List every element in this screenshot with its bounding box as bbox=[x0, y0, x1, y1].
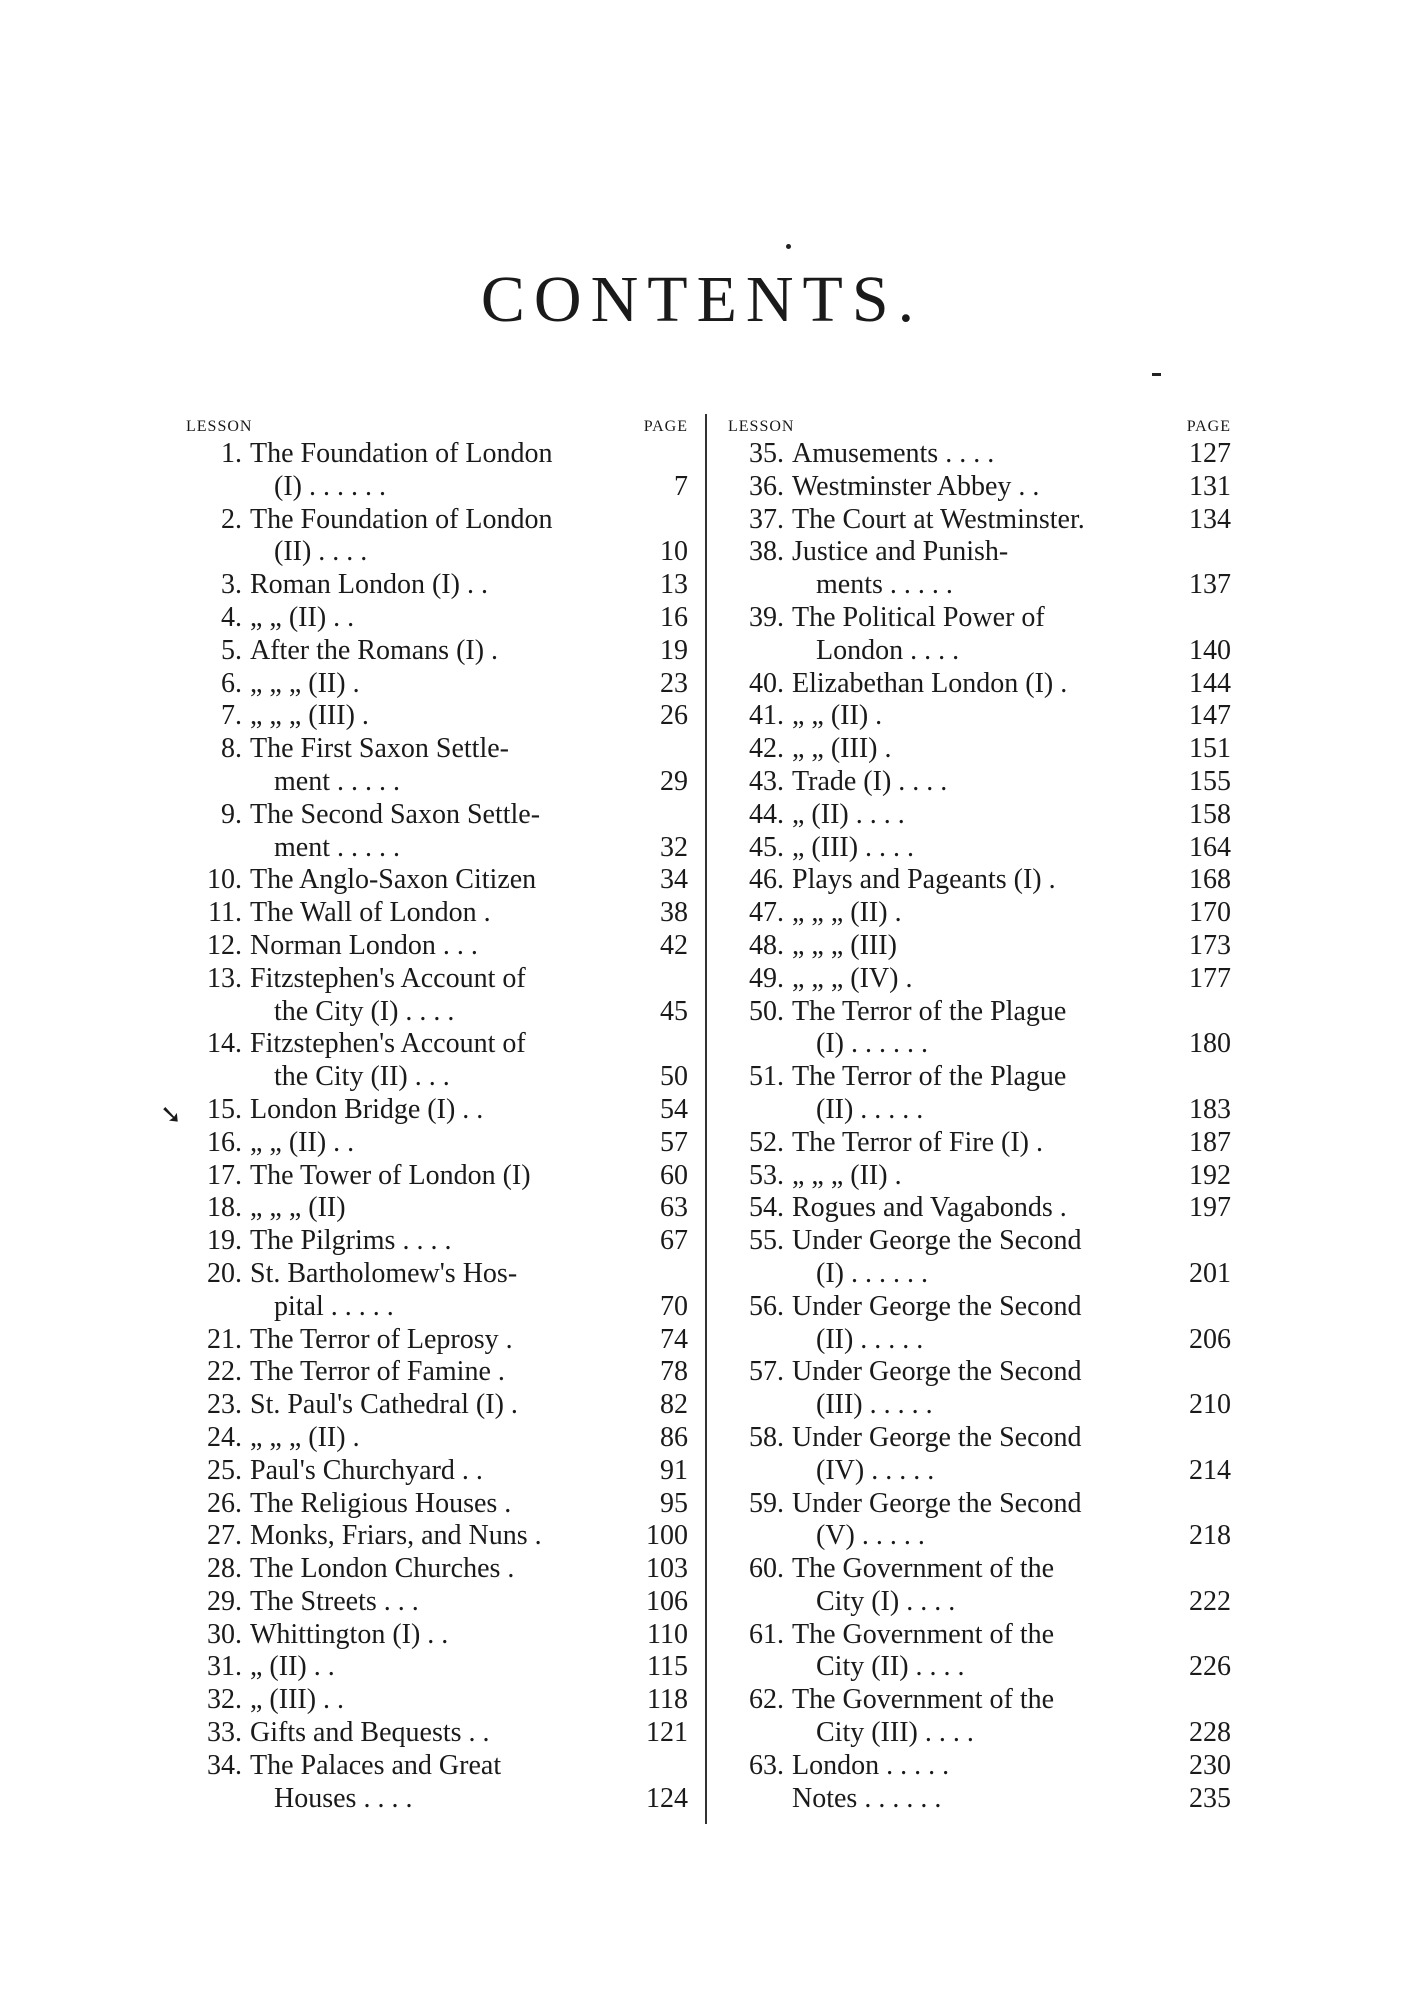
lesson-title: „ „ „ (II) . bbox=[250, 1421, 360, 1453]
lesson-title: The Foundation of London bbox=[250, 438, 553, 469]
lesson-number: 63. bbox=[749, 1749, 784, 1781]
lesson-title: Under George the Second bbox=[792, 1356, 1082, 1388]
lesson-number: 13. bbox=[207, 962, 242, 994]
lesson-title: Under George the Second bbox=[792, 1487, 1082, 1519]
lesson-number: 22. bbox=[207, 1356, 242, 1388]
page-number: 121 bbox=[646, 1717, 688, 1749]
lesson-number: 37. bbox=[749, 503, 784, 535]
page-number: 151 bbox=[1189, 733, 1231, 765]
lesson-title: „ „ „ (II) . bbox=[250, 667, 360, 699]
lesson-title: The Palaces and Great bbox=[250, 1749, 502, 1781]
page-number: 42 bbox=[660, 929, 688, 961]
page-number: 158 bbox=[1189, 798, 1231, 830]
lesson-number: 26. bbox=[207, 1487, 242, 1519]
page-number: 10 bbox=[660, 536, 688, 568]
page-number: 16 bbox=[660, 601, 688, 633]
page-number: 210 bbox=[1189, 1389, 1231, 1421]
page-number: 127 bbox=[1189, 438, 1231, 469]
lesson-number: 46. bbox=[749, 864, 784, 896]
toc-entry bbox=[728, 1619, 1231, 1685]
contents-column-left bbox=[186, 414, 688, 1815]
lesson-number: 49. bbox=[749, 962, 784, 994]
page-number: 155 bbox=[1189, 765, 1231, 797]
lesson-number: 44. bbox=[749, 798, 784, 830]
toc-entry bbox=[728, 930, 1231, 963]
toc-entry bbox=[186, 1651, 688, 1684]
lesson-number: 33. bbox=[207, 1717, 242, 1749]
page-number: 230 bbox=[1189, 1749, 1231, 1781]
toc-entry bbox=[186, 1127, 688, 1160]
toc-entry bbox=[186, 733, 688, 799]
lesson-number: 53. bbox=[749, 1159, 784, 1191]
toc-entry bbox=[728, 1488, 1231, 1554]
ink-dot bbox=[786, 244, 791, 249]
lesson-number: 41. bbox=[749, 700, 784, 732]
lesson-title: Fitzstephen's Account of bbox=[250, 1028, 526, 1060]
toc-entry bbox=[186, 1684, 688, 1717]
lesson-number: 54. bbox=[749, 1192, 784, 1224]
toc-entry bbox=[186, 1553, 688, 1586]
lesson-title: The London Churches . bbox=[250, 1553, 515, 1585]
lesson-title: The First Saxon Settle- bbox=[250, 733, 509, 765]
column-header bbox=[728, 414, 1231, 436]
toc-entry bbox=[186, 1422, 688, 1455]
lesson-number: 18. bbox=[207, 1192, 242, 1224]
lesson-title: Monks, Friars, and Nuns . bbox=[250, 1520, 542, 1552]
toc-entry bbox=[186, 1455, 688, 1488]
lesson-number: 32. bbox=[207, 1684, 242, 1716]
lesson-title: „ „ (II) . . bbox=[250, 1126, 355, 1158]
lesson-title: „ (II) . . bbox=[250, 1651, 335, 1683]
toc-entry bbox=[186, 1356, 688, 1389]
lesson-number: 31. bbox=[207, 1651, 242, 1683]
lesson-title: London Bridge (I) . . bbox=[250, 1093, 484, 1125]
lesson-number: 11. bbox=[208, 897, 242, 929]
lesson-title: The Terror of the Plague bbox=[792, 1061, 1067, 1093]
lesson-title: „ „ „ (IV) . bbox=[792, 962, 913, 994]
page-number: 140 bbox=[1189, 634, 1231, 666]
page-number: 197 bbox=[1189, 1192, 1231, 1224]
toc-entry bbox=[728, 471, 1231, 504]
toc-entry bbox=[186, 1717, 688, 1750]
toc-entry bbox=[186, 1520, 688, 1553]
page-number: 183 bbox=[1189, 1093, 1231, 1125]
lesson-title: the City (I) . . . . bbox=[274, 995, 455, 1027]
toc-entry bbox=[728, 832, 1231, 865]
toc-entry bbox=[728, 733, 1231, 766]
lesson-title: the City (II) . . . bbox=[274, 1061, 450, 1093]
lesson-number: 50. bbox=[749, 995, 784, 1027]
toc-entry bbox=[186, 504, 688, 570]
lesson-title: Under George the Second bbox=[792, 1421, 1082, 1453]
toc-entry bbox=[186, 1094, 688, 1127]
page-number: 7 bbox=[674, 470, 688, 502]
toc-entry bbox=[186, 1028, 688, 1094]
lesson-title: Westminster Abbey . . bbox=[792, 470, 1040, 502]
toc-entry bbox=[728, 700, 1231, 733]
lesson-title: ments . . . . . bbox=[816, 569, 953, 601]
lesson-number bbox=[728, 1783, 792, 1816]
toc-entry bbox=[186, 864, 688, 897]
page-number: 63 bbox=[660, 1192, 688, 1224]
pencil-mark: ➘ bbox=[160, 1100, 182, 1129]
contents-column-right bbox=[728, 414, 1231, 1815]
lesson-title: Gifts and Bequests . . bbox=[250, 1717, 490, 1749]
lesson-number: 28. bbox=[207, 1553, 242, 1585]
lesson-number: 7. bbox=[221, 700, 242, 732]
lesson-title: (I) . . . . . . bbox=[816, 1257, 928, 1289]
toc-entry bbox=[728, 864, 1231, 897]
lesson-title: Elizabethan London (I) . bbox=[792, 667, 1068, 699]
lesson-title: City (I) . . . . bbox=[816, 1585, 956, 1617]
toc-entry bbox=[186, 602, 688, 635]
lesson-title: (V) . . . . . bbox=[816, 1520, 925, 1552]
toc-entry bbox=[728, 1422, 1231, 1488]
toc-entry bbox=[186, 668, 688, 701]
lesson-title: Houses . . . . bbox=[274, 1782, 413, 1814]
lesson-number: 21. bbox=[207, 1323, 242, 1355]
lesson-title: ment . . . . . bbox=[274, 831, 400, 863]
lesson-title: The Court at Westminster. bbox=[792, 503, 1085, 535]
lesson-title: „ (III) . . . . bbox=[792, 831, 915, 863]
page-number: 218 bbox=[1189, 1520, 1231, 1552]
lesson-title: Rogues and Vagabonds . bbox=[792, 1192, 1067, 1224]
toc-entry bbox=[186, 1586, 688, 1619]
page-number: 131 bbox=[1189, 470, 1231, 502]
page-header: PAGE bbox=[643, 418, 688, 435]
lesson-number: 24. bbox=[207, 1421, 242, 1453]
lesson-number: 29. bbox=[207, 1585, 242, 1617]
toc-entry bbox=[728, 799, 1231, 832]
lesson-title: City (III) . . . . bbox=[816, 1717, 974, 1749]
toc-entry bbox=[186, 569, 688, 602]
lesson-number: 59. bbox=[749, 1487, 784, 1519]
toc-entry bbox=[186, 930, 688, 963]
toc-entry bbox=[728, 668, 1231, 701]
lesson-title: (I) . . . . . . bbox=[274, 470, 386, 502]
toc-entry bbox=[728, 963, 1231, 996]
page-number: 187 bbox=[1189, 1126, 1231, 1158]
page-number: 32 bbox=[660, 831, 688, 863]
lesson-title: St. Bartholomew's Hos- bbox=[250, 1257, 518, 1289]
toc-entry bbox=[728, 1225, 1231, 1291]
page-header: PAGE bbox=[1186, 418, 1231, 435]
page-number: 144 bbox=[1189, 667, 1231, 699]
lesson-title: (II) . . . . . bbox=[816, 1323, 924, 1355]
lesson-number: 10. bbox=[207, 864, 242, 896]
toc-entry bbox=[728, 1291, 1231, 1357]
lesson-number: 6. bbox=[221, 667, 242, 699]
toc-entry bbox=[728, 536, 1231, 602]
toc-entry bbox=[728, 1356, 1231, 1422]
toc-entry bbox=[728, 1684, 1231, 1750]
lesson-title: After the Romans (I) . bbox=[250, 634, 499, 666]
lesson-title: „ (III) . . bbox=[250, 1684, 345, 1716]
lesson-number: 14. bbox=[207, 1028, 242, 1060]
lesson-number: 17. bbox=[207, 1159, 242, 1191]
lesson-title: Fitzstephen's Account of bbox=[250, 962, 526, 994]
page-number: 106 bbox=[646, 1585, 688, 1617]
lesson-title: „ (II) . . . . bbox=[792, 798, 905, 830]
toc-entry bbox=[728, 438, 1231, 471]
toc-entry bbox=[728, 1127, 1231, 1160]
lesson-title: „ „ (II) . bbox=[792, 700, 883, 732]
toc-entry bbox=[728, 602, 1231, 668]
lesson-title: (I) . . . . . . bbox=[816, 1028, 928, 1060]
lesson-title: (III) . . . . . bbox=[816, 1389, 933, 1421]
lesson-number: 20. bbox=[207, 1257, 242, 1289]
entry-list bbox=[186, 438, 688, 1815]
lesson-title: Under George the Second bbox=[792, 1290, 1082, 1322]
page-number: 115 bbox=[647, 1651, 688, 1683]
column-header bbox=[186, 414, 688, 436]
page-number: 222 bbox=[1189, 1585, 1231, 1617]
lesson-title: „ „ „ (II) . bbox=[792, 897, 902, 929]
lesson-number: 5. bbox=[221, 634, 242, 666]
page-number: 134 bbox=[1189, 503, 1231, 535]
ink-dash bbox=[1152, 373, 1161, 376]
lesson-number: 60. bbox=[749, 1553, 784, 1585]
lesson-title: „ „ „ (III) . bbox=[250, 700, 369, 732]
toc-entry bbox=[728, 1783, 1231, 1816]
lesson-title: The Streets . . . bbox=[250, 1585, 419, 1617]
lesson-number: 47. bbox=[749, 897, 784, 929]
lesson-number: 45. bbox=[749, 831, 784, 863]
lesson-title: ment . . . . . bbox=[274, 765, 400, 797]
lesson-title: (II) . . . . bbox=[274, 536, 368, 568]
lesson-number: 40. bbox=[749, 667, 784, 699]
lesson-title: The Terror of the Plague bbox=[792, 995, 1067, 1027]
toc-entry bbox=[186, 1389, 688, 1422]
lesson-number: 30. bbox=[207, 1618, 242, 1650]
page-number: 91 bbox=[660, 1454, 688, 1486]
page-number: 74 bbox=[660, 1323, 688, 1355]
lesson-title: pital . . . . . bbox=[274, 1290, 394, 1322]
page-number: 23 bbox=[660, 667, 688, 699]
lesson-number: 35. bbox=[749, 438, 784, 469]
lesson-number: 9. bbox=[221, 798, 242, 830]
page-number: 70 bbox=[660, 1290, 688, 1322]
lesson-number: 16. bbox=[207, 1126, 242, 1158]
page-number: 214 bbox=[1189, 1454, 1231, 1486]
page-number: 226 bbox=[1189, 1651, 1231, 1683]
page-number: 137 bbox=[1189, 569, 1231, 601]
page-number: 147 bbox=[1189, 700, 1231, 732]
toc-entry bbox=[728, 1061, 1231, 1127]
page-number: 192 bbox=[1189, 1159, 1231, 1191]
toc-entry bbox=[186, 1750, 688, 1816]
toc-entry bbox=[186, 700, 688, 733]
toc-entry bbox=[186, 635, 688, 668]
lesson-title: „ „ (II) . . bbox=[250, 601, 355, 633]
column-divider bbox=[705, 414, 707, 1824]
lesson-title: „ „ „ (II) bbox=[250, 1192, 346, 1224]
toc-entry bbox=[186, 1619, 688, 1652]
lesson-title: The Government of the bbox=[792, 1553, 1055, 1585]
toc-entry bbox=[186, 1192, 688, 1225]
lesson-number: 27. bbox=[207, 1520, 242, 1552]
lesson-title: The Religious Houses . bbox=[250, 1487, 512, 1519]
lesson-title: London . . . . . bbox=[792, 1749, 950, 1781]
lesson-title: Whittington (I) . . bbox=[250, 1618, 449, 1650]
lesson-title: Plays and Pageants (I) . bbox=[792, 864, 1056, 896]
lesson-number: 39. bbox=[749, 601, 784, 633]
lesson-number: 48. bbox=[749, 929, 784, 961]
page-number: 78 bbox=[660, 1356, 688, 1388]
page-number: 173 bbox=[1189, 929, 1231, 961]
lesson-number: 62. bbox=[749, 1684, 784, 1716]
lesson-title: Amusements . . . . bbox=[792, 438, 995, 469]
lesson-number: 36. bbox=[749, 470, 784, 502]
toc-entry bbox=[728, 1160, 1231, 1193]
toc-entry bbox=[186, 1225, 688, 1258]
lesson-header: LESSON bbox=[728, 418, 795, 435]
page-number: 34 bbox=[660, 864, 688, 896]
page-number: 67 bbox=[660, 1225, 688, 1257]
page-number: 168 bbox=[1189, 864, 1231, 896]
page-number: 13 bbox=[660, 569, 688, 601]
lesson-number: 57. bbox=[749, 1356, 784, 1388]
page-number: 100 bbox=[646, 1520, 688, 1552]
lesson-number: 55. bbox=[749, 1225, 784, 1257]
lesson-number: 12. bbox=[207, 929, 242, 961]
lesson-number: 15. bbox=[207, 1093, 242, 1125]
lesson-title: The Pilgrims . . . . bbox=[250, 1225, 452, 1257]
lesson-number: 61. bbox=[749, 1618, 784, 1650]
toc-entry bbox=[728, 996, 1231, 1062]
lesson-title: The Terror of Leprosy . bbox=[250, 1323, 513, 1355]
lesson-number: 42. bbox=[749, 733, 784, 765]
page-number: 206 bbox=[1189, 1323, 1231, 1355]
page-number: 60 bbox=[660, 1159, 688, 1191]
lesson-title: The Political Power of bbox=[792, 601, 1045, 633]
lesson-number: 1. bbox=[221, 438, 242, 469]
lesson-number: 19. bbox=[207, 1225, 242, 1257]
lesson-title: The Anglo-Saxon Citizen bbox=[250, 864, 537, 896]
toc-entry bbox=[728, 504, 1231, 537]
page-number: 82 bbox=[660, 1389, 688, 1421]
lesson-number: 2. bbox=[221, 503, 242, 535]
page-number: 201 bbox=[1189, 1257, 1231, 1289]
lesson-title: „ „ „ (III) bbox=[792, 929, 897, 961]
lesson-title: Under George the Second bbox=[792, 1225, 1082, 1257]
lesson-title: The Foundation of London bbox=[250, 503, 553, 535]
lesson-number: 8. bbox=[221, 733, 242, 765]
page-number: 19 bbox=[660, 634, 688, 666]
page-number: 29 bbox=[660, 765, 688, 797]
lesson-title: The Terror of Fire (I) . bbox=[792, 1126, 1043, 1158]
toc-entry bbox=[186, 438, 688, 504]
page-number: 103 bbox=[646, 1553, 688, 1585]
lesson-number: 52. bbox=[749, 1126, 784, 1158]
lesson-title: (II) . . . . . bbox=[816, 1093, 924, 1125]
toc-entry bbox=[186, 1258, 688, 1324]
toc-entry bbox=[728, 897, 1231, 930]
lesson-number: 3. bbox=[221, 569, 242, 601]
lesson-header: LESSON bbox=[186, 418, 253, 435]
page-number: 235 bbox=[1189, 1782, 1231, 1814]
lesson-title: The Wall of London . bbox=[250, 897, 491, 929]
lesson-number: 56. bbox=[749, 1290, 784, 1322]
page-number: 45 bbox=[660, 995, 688, 1027]
lesson-title: Roman London (I) . . bbox=[250, 569, 488, 601]
lesson-title: Trade (I) . . . . bbox=[792, 765, 948, 797]
lesson-title: (IV) . . . . . bbox=[816, 1454, 935, 1486]
toc-entry bbox=[186, 963, 688, 1029]
lesson-title: The Tower of London (I) bbox=[250, 1159, 531, 1191]
page-number: 110 bbox=[647, 1618, 688, 1650]
page-number: 177 bbox=[1189, 962, 1231, 994]
lesson-number: 38. bbox=[749, 536, 784, 568]
page-number: 54 bbox=[660, 1093, 688, 1125]
lesson-title: City (II) . . . . bbox=[816, 1651, 965, 1683]
page-number: 124 bbox=[646, 1782, 688, 1814]
page-number: 118 bbox=[647, 1684, 688, 1716]
lesson-title: The Government of the bbox=[792, 1684, 1055, 1716]
entry-list bbox=[728, 438, 1231, 1815]
toc-entry bbox=[186, 897, 688, 930]
page-number: 170 bbox=[1189, 897, 1231, 929]
lesson-number: 25. bbox=[207, 1454, 242, 1486]
toc-entry bbox=[186, 1324, 688, 1357]
lesson-number: 43. bbox=[749, 765, 784, 797]
lesson-title: The Government of the bbox=[792, 1618, 1055, 1650]
toc-entry bbox=[728, 1192, 1231, 1225]
lesson-title: The Second Saxon Settle- bbox=[250, 798, 541, 830]
lesson-title: Notes . . . . . . bbox=[792, 1782, 942, 1814]
toc-entry bbox=[186, 799, 688, 865]
toc-entry bbox=[728, 1750, 1231, 1783]
page-number: 228 bbox=[1189, 1717, 1231, 1749]
lesson-number: 4. bbox=[221, 601, 242, 633]
page-title: CONTENTS. bbox=[480, 263, 924, 336]
lesson-title: London . . . . bbox=[816, 634, 960, 666]
page-number: 95 bbox=[660, 1487, 688, 1519]
toc-entry bbox=[186, 1488, 688, 1521]
page-number: 38 bbox=[660, 897, 688, 929]
page-number: 26 bbox=[660, 700, 688, 732]
lesson-title: The Terror of Famine . bbox=[250, 1356, 505, 1388]
toc-entry bbox=[728, 1553, 1231, 1619]
lesson-title: Norman London . . . bbox=[250, 929, 478, 961]
lesson-title: Justice and Punish- bbox=[792, 536, 1009, 568]
page-number: 86 bbox=[660, 1421, 688, 1453]
lesson-number: 51. bbox=[749, 1061, 784, 1093]
toc-entry bbox=[186, 1160, 688, 1193]
page-number: 180 bbox=[1189, 1028, 1231, 1060]
lesson-title: „ „ (III) . bbox=[792, 733, 892, 765]
lesson-title: „ „ „ (II) . bbox=[792, 1159, 902, 1191]
lesson-number: 58. bbox=[749, 1421, 784, 1453]
page-number: 50 bbox=[660, 1061, 688, 1093]
toc-entry bbox=[728, 766, 1231, 799]
lesson-title: Paul's Churchyard . . bbox=[250, 1454, 483, 1486]
lesson-number: 23. bbox=[207, 1389, 242, 1421]
lesson-title: St. Paul's Cathedral (I) . bbox=[250, 1389, 518, 1421]
page-number: 164 bbox=[1189, 831, 1231, 863]
page-number: 57 bbox=[660, 1126, 688, 1158]
lesson-number: 34. bbox=[207, 1749, 242, 1781]
